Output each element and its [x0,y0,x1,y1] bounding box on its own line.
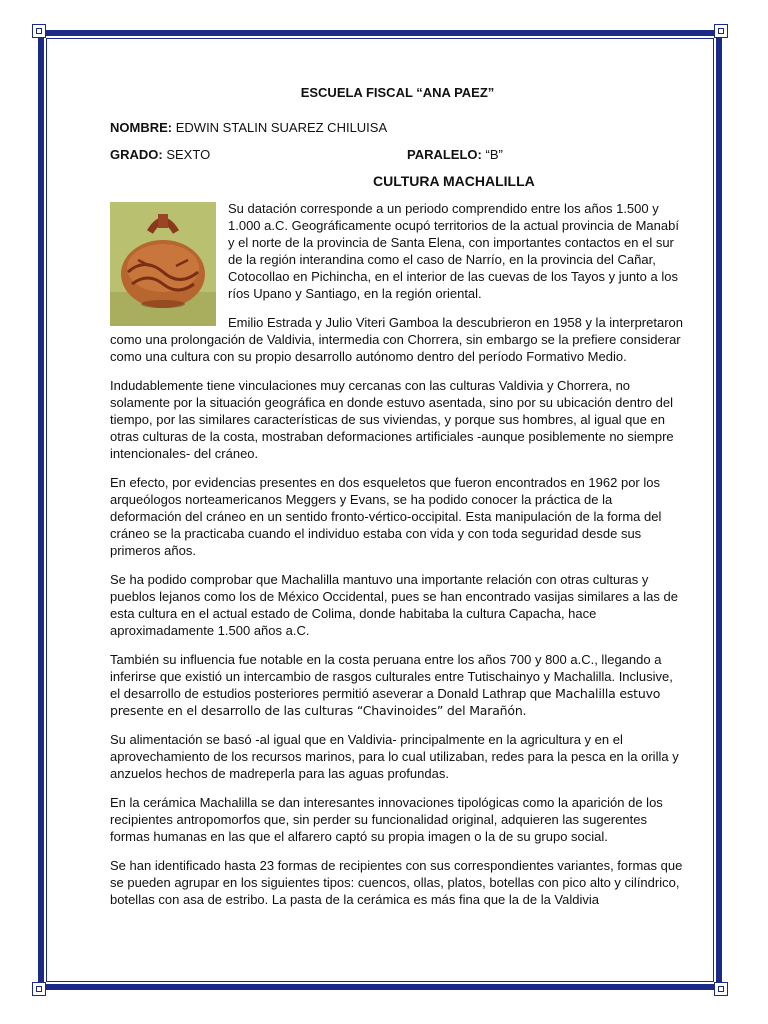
paragraph: Se han identificado hasta 23 formas de recipientes con sus correspondientes variantes, formas que se pueden agrupar en los siguientes tipos: cuencos, ollas, platos, botellas con pico alto y cilíndrico, botellas con asa de estribo. La pasta de la cerámica es más fina que la de la Valdivia [110,858,683,907]
border-corner-ornament [714,24,728,38]
paragraph [110,651,685,719]
paragraph: En efecto, por evidencias presentes en dos esqueletos que fueron encontrados en 1962 por los arqueólogos norteamericanos Meggers y Evans, se ha podido conocer la práctica de la deformación del cráneo en un sentido fronto-vértico-occipital. Esta manipulación de la forma del cráneo se la practicaba cuando el individuo estaba con vida y con toda seguridad desde sus primeros años. [110,475,662,558]
section-field [407,146,503,163]
paragraph-text: También su influencia fue notable en la costa peruana entre los años 700 y 800 a.C., llegando a inferirse que existió un intercambio de rasgos culturales entre Tutischainyo y Machalilla. Inclusive, el desarrollo de estudios posteriores permitió aseverar a Donald Lathrap que [110,652,673,701]
grade-value: SEXTO [166,147,211,162]
grade-label: GRADO: [110,147,163,162]
document-body [110,84,685,920]
section-value: “B” [485,147,503,162]
name-label: NOMBRE: [110,120,173,135]
intro-section [110,200,685,365]
paragraph: Su datación corresponde a un periodo comprendido entre los años 1.500 y 1.000 a.C. Geográficamente ocupó territorios de la actual provincia de Manabí y el norte de la provincia de Santa Elena, con importantes contactos en el sur de la región interandina como el caso de Narrío, en la provincia del Cañar, Cotocollao en Pichincha, en el interior de las cuevas de los Tayos y junto a los ríos Upano y Santiago, en la región oriental. [228,201,679,301]
name-row [110,119,685,136]
name-value: EDWIN STALIN SUAREZ CHILUISA [175,120,388,135]
grade-row [110,146,685,163]
paragraph: Emilio Estrada y Julio Viteri Gamboa la descubrieron en 1958 y la interpretaron como una prolongación de Valdivia, intermedia con Chorrera, sin embargo se la prefiere considerar como una cultura con su propio desarrollo autónomo dentro del período Formativo Medio. [110,315,683,364]
vessel-illustration [110,202,216,326]
paragraph: Indudablemente tiene vinculaciones muy cercanas con las culturas Valdivia y Chorrera, no solamente por la situación geográfica en donde estuvo asentada, sino por su ubicación dentro del tiempo, por las similares características de sus viviendas, y porque sus hombres, al igual que en otras culturas de la costa, mostraban deformaciones artificiales -aunque posiblemente no siempre intencionales- del cráneo. [110,378,674,461]
ceramic-vessel-image [110,202,216,326]
border-corner-ornament [714,982,728,996]
paragraph: En la cerámica Machalilla se dan interesantes innovaciones tipológicas como la aparición de los recipientes antropomorfos que, sin perder su funcionalidad original, adquieren las sugerentes formas humanas en las que el alfarero captó su propia imagen o la de su grupo social. [110,795,663,844]
section-label: PARALELO: [407,147,482,162]
paragraph-text-tail: Machalilla estuvo presente en el desarrollo de las culturas “Chavinoides” del Marañón. [110,686,661,718]
school-name: ESCUELA FISCAL “ANA PAEZ” [300,85,495,100]
paragraph: Su alimentación se basó -al igual que en Valdivia- principalmente en la agricultura y en el aprovechamiento de los recursos marinos, para lo cual utilizaban, redes para la pesca en la orilla y anzuelos hechos de madreperla para las aguas profundas. [110,732,679,781]
paragraph: Se ha podido comprobar que Machalilla mantuvo una importante relación con otras culturas y pueblos lejanos como los de México Occidental, pues se han encontrado vasijas similares a las de esta cultura en el actual estado de Colima, donde habitaba la cultura Capacha, hace aproximadamente 1.500 años a.C. [110,572,678,638]
border-corner-ornament [32,24,46,38]
document-title: CULTURA MACHALILLA [373,173,535,189]
border-corner-ornament [32,982,46,996]
